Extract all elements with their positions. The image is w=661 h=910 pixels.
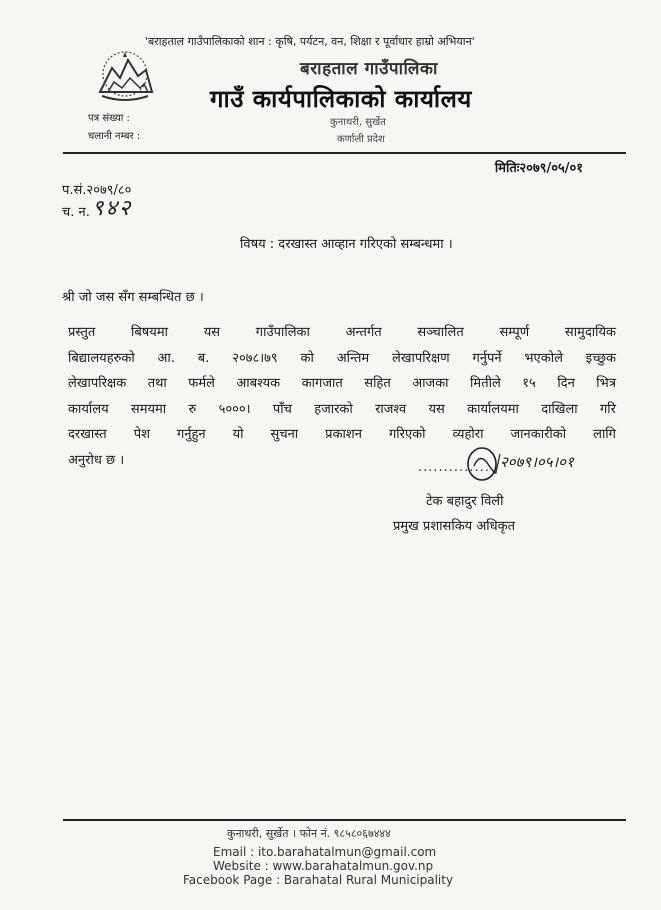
municipality-name: बराहताल गाउँपालिका	[300, 59, 438, 79]
footer-facebook: Facebook Page : Barahatal Rural Municipality	[183, 873, 454, 887]
signature-date: २०७९।०५।०१	[500, 453, 574, 471]
header-tagline: 'बराहताल गाउँपालिकाको शान : कृषि, पर्यटन, वन, शिक्षा र पूर्वाधार हाम्रो अभियान'	[145, 35, 475, 48]
location-line2: कर्णाली प्रदेश	[337, 134, 385, 145]
footer-address: कुनाथरी, सुर्खेत । फोन नं. ९८५८०६७४४४	[227, 827, 391, 840]
footer-divider	[63, 819, 626, 821]
letter-subject: विषय : दरखास्त आव्हान गरिएको सम्बन्धमा ।	[240, 237, 453, 252]
letter-date: मितिः२०७९/०५/०१	[494, 161, 583, 176]
footer-email: Email : ito.barahatalmun@gmail.com	[213, 845, 437, 859]
body-line: अनुरोध छ ।	[68, 452, 125, 468]
chalani-number: ९४२	[92, 196, 133, 221]
chalani-label-value: च. न.	[62, 205, 90, 220]
nepal-emblem-icon	[94, 48, 156, 102]
body-line: बिद्यालयहरुको आ. ब. २०७८।७९ को अन्तिम लेखापरिक्षण गर्नुपर्ने भएकोले इच्छुक	[68, 350, 616, 366]
salutation: श्री जो जस सँग सम्बन्धित छ ।	[62, 290, 204, 305]
body-line: कार्यालय समयमा रु ५०००। पाँच हजारको राजश्व यस कार्यालयमा दाखिला गरि	[68, 401, 616, 417]
patra-sankhya: प.सं.२०७९/८०	[62, 183, 132, 198]
body-line: दरखास्त पेश गर्नुहुन यो सुचना प्रकाशन गरिएको व्यहोरा जानकारीको लागि	[68, 427, 616, 442]
patra-label: पत्र संख्या :	[88, 113, 130, 124]
footer-website: Website : www.barahatalmun.gov.np	[213, 859, 434, 873]
location-line1: कुनाथरी, सुर्खेत	[330, 117, 386, 128]
body-line: प्रस्तुत बिषयमा यस गाउँपालिका अन्तर्गत सञ्चालित सम्पूर्ण सामुदायिक	[68, 325, 616, 340]
office-title: गाउँ कार्यपालिकाको कार्यालय	[210, 85, 472, 113]
chalani-label: चलानी नम्बर :	[88, 131, 141, 142]
body-line: लेखापरिक्षक तथा फर्मले आबश्यक कागजात सहित आजका मितीले १५ दिन भित्र	[68, 376, 616, 391]
header-divider	[63, 152, 626, 154]
officer-name: टेक बहादुर विली	[426, 494, 504, 509]
officer-title: प्रमुख प्रशासकिय अधिकृत	[393, 519, 516, 534]
signature-dots: ..............	[418, 460, 490, 475]
